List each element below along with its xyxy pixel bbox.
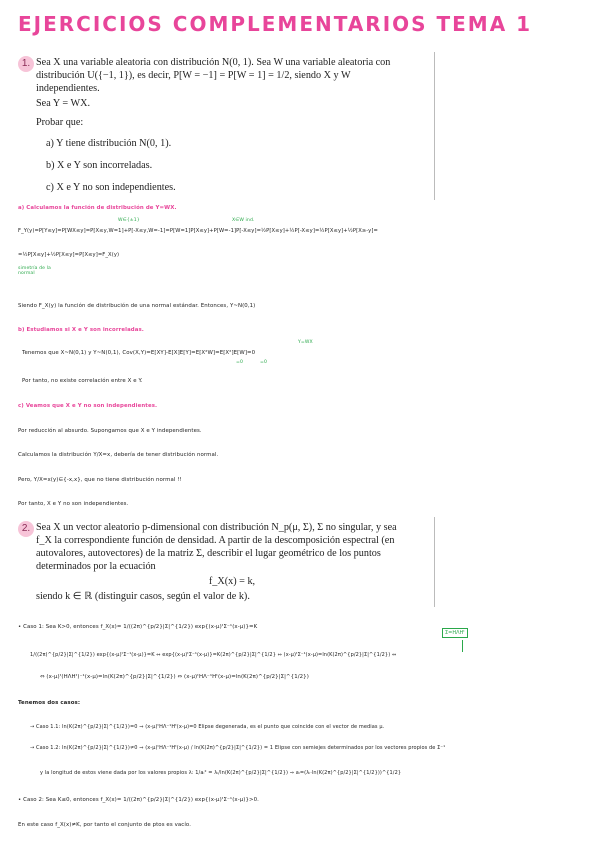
note-b-heading: b) Estudiamos si X e Y son incorreladas. [18, 327, 144, 333]
exercise-2-statement [36, 521, 428, 603]
note-a-conclusion: Siendo F_X(y) la función de distribución de una normal estándar. Entonces, Y~N(0,1) [18, 303, 256, 309]
note-c-line-3: Pero, Y/X=x(y)∈{-x,x}, que no tiene distribución normal !! [18, 477, 182, 483]
note-c-line-1: Por reducción al absurdo. Supongamos que X e Y independientes. [18, 428, 202, 434]
note-case-1-1: → Caso 1.1: ln(K(2π)^{p/2}|Σ|^{1/2})=0 ⇒ (x-μ)ᵗHΛ⁻¹Hᵗ(x-μ)=0 Elipse degenerada, es el punto que coincide con el vector de medias μ. [30, 724, 385, 730]
note-b-conclusion: Por tanto, no existe correlación entre X e Y. [22, 378, 143, 384]
note-a-line-2: =½P[X≤y]+½P[X≤y]=P[X≤y]=F_X(y) [18, 252, 120, 258]
note-b-annot: Y=WX [298, 340, 313, 345]
note-a-annot-1: W∈{±1} [118, 218, 140, 223]
note-c-line-2: Calculamos la distribución Y/X=x, debería de tener distribución normal. [18, 452, 219, 458]
exercise-1-item-c: c) X e Y no son independientes. [46, 182, 176, 193]
exercise-1-line-3: independientes. [36, 83, 100, 94]
exercise-1-item-a: a) Y tiene distribución N(0, 1). [46, 138, 172, 149]
note-c-heading: c) Veamos que X e Y no son independientes. [18, 403, 158, 409]
exercise-1-line-2: distribución U({−1, 1}), es decir, P[W = −1] = P[W = 1] = 1/2, siendo X y W [36, 70, 351, 81]
exercise-1-line-1: Sea X una variable aleatoria con distribución N(0, 1). Sea W una variable aleatoria con [36, 57, 391, 68]
note-case-2: • Caso 2: Sea K≤0, entonces f_X(x)= 1/((2π)^{p/2}|Σ|^{1/2}) exp{(x-μ)ᵗΣ⁻¹(x-μ)}>0. [18, 797, 259, 803]
exercise-2-box [14, 517, 435, 607]
note-b-zero-1: =0 [236, 360, 243, 365]
note-case-1-2: → Caso 1.2: ln(K(2π)^{p/2}|Σ|^{1/2})≠0 ⇒ (x-μ)ᵗHΛ⁻¹Hᵗ(x-μ) / ln(K(2π)^{p/2}|Σ|^{1/2}) = 1 Elipse con semiejes determinados por los vectores propios de Σ⁻¹ [30, 745, 446, 751]
exercise-1-box [14, 52, 435, 200]
exercise-1-number: 1. [18, 56, 34, 72]
note-case-1-line-2: 1/((2π)^{p/2}|Σ|^{1/2}) exp{(x-μ)ᵗΣ⁻¹(x-μ)}=K ⇔ exp{(x-μ)ᵗΣ⁻¹(x-μ)}=K(2π)^{p/2}|Σ|^{1/2} ⇔ (x-μ)ᵗΣ⁻¹(x-μ)=ln(K(2π)^{p/2}|Σ|^{1/2}) ⇔ [30, 652, 397, 658]
note-sigma-decomposition: Σ=HΛHᵗ [442, 628, 468, 638]
note-case-2-conclusion: En este caso f_X(x)≠K, por tanto el conjunto de ptos es vacío. [18, 822, 192, 828]
note-a-symmetry: simetría de la normal [18, 266, 51, 276]
exercise-1-item-b: b) X e Y son incorreladas. [46, 160, 153, 171]
note-two-cases: Tenemos dos casos: [18, 700, 81, 706]
note-case-1-line-3: ⇔ (x-μ)ᵗ(HΛHᵗ)⁻¹(x-μ)=ln(K(2π)^{p/2}|Σ|^{1/2}) ⇔ (x-μ)ᵗHΛ⁻¹Hᵗ(x-μ)=ln(K(2π)^{p/2}|Σ|^{1/2}) [40, 674, 309, 680]
note-c-conclusion: Por tanto, X e Y no son independientes. [18, 501, 129, 507]
note-case-1-2-cont: y la longitud de estos viene dada por los valores propios λ: 1/aᵢ² = λᵢ/ln(K(2π)^{p/2}|Σ|^{1/2}) ⇒ aᵢ=(λᵢ·ln(K(2π)^{p/2}|Σ|^{1/2}))^{1/2} [40, 770, 402, 776]
note-a-annot-2: X∈W ind. [232, 218, 255, 223]
exercise-2-line-4: determinados por la ecuación [36, 561, 156, 572]
exercise-2-equation: f_X(x) = k, [208, 576, 256, 587]
exercise-1-statement [36, 56, 428, 194]
note-case-1: • Caso 1: Sea K>0, entonces f_X(x)= 1/((2π)^{p/2}|Σ|^{1/2}) exp{(x-μ)ᵗΣ⁻¹(x-μ)}=K [18, 624, 258, 630]
exercise-2-line-2: f_X la correspondiente función de densidad. A partir de la descomposición espectral (en [36, 535, 395, 546]
note-b-line: Tenemos que X~N(0,1) y Y~N(0,1), Cov(X,Y)=E[XY]-E[X]E[Y]=E[X²W]=E[X²]E[W]=0 [22, 350, 256, 356]
exercise-2-number: 2. [18, 521, 34, 537]
exercise-2-line-3: autovalores, autovectores) de la matriz Σ, describir el lugar geométrico de los puntos [36, 548, 381, 559]
note-sigma-arrow [462, 640, 463, 652]
note-b-zero-2: =0 [260, 360, 267, 365]
note-a-line-1: F_Y(y)=P[Y≤y]=P[WX≤y]=P[X≤y,W=1]+P[-X≤y,W=-1]=P[W=1]P[X≤y]+P[W=-1]P[-X≤y]=½P[X≤y]+½P[-X≤y]=½P[X≤y]+½P[X≥-y]= [18, 228, 378, 234]
page-title: EJERCICIOS COMPLEMENTARIOS TEMA 1 [18, 12, 533, 36]
note-a-heading: a) Calculamos la función de distribución de Y=WX. [18, 205, 177, 211]
exercise-2-line-1: Sea X un vector aleatorio p-dimensional con distribución N_p(μ, Σ), Σ no singular, y sea [36, 522, 397, 533]
exercise-1-prove: Probar que: [36, 117, 84, 128]
exercise-1-define: Sea Y = WX. [36, 98, 91, 109]
exercise-2-line-5: siendo k ∈ ℝ (distinguir casos, según el valor de k). [36, 591, 250, 602]
